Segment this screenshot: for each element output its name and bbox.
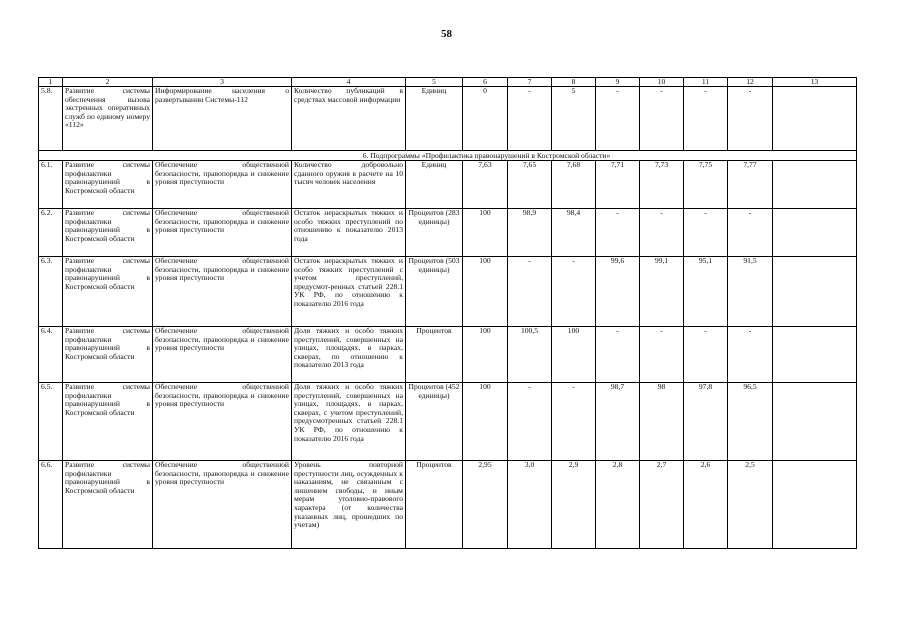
row-number: 6.2. [39,209,63,257]
indicator-cell: Уровень повторной преступности лиц, осужденных к наказаниям, не связанным с лишением свободы, и иным мерам уголовно-правового характера (от количества указанных лиц, прошедших по учетам) [292,461,406,549]
value-cell-6: 2,95 [463,461,508,549]
row-number: 5.8. [39,87,63,151]
value-cell-11: 2,6 [684,461,728,549]
task-cell: Информирование населения о развертывании Системы-112 [153,87,292,151]
task-cell: Обеспечение общественной безопасности, правопорядка и снижение уровня преступности [153,161,292,209]
value-cell-8: 2,9 [552,461,596,549]
value-cell-8: 100 [552,327,596,383]
value-cell-10: 99,1 [640,257,684,327]
indicator-cell: Количество добровольно сданного оружия в расчете на 10 тысяч человек населения [292,161,406,209]
header-cell: 12 [728,78,773,87]
unit-cell: Процентов [406,327,463,383]
table-row [39,383,857,461]
value-cell-11: - [684,209,728,257]
table-row [39,327,857,383]
value-cell-11: 95,1 [684,257,728,327]
task-cell: Обеспечение общественной безопасности, правопорядка и снижение уровня преступности [153,257,292,327]
value-cell-8: 98,4 [552,209,596,257]
program-name-cell: Развитие системы профилактики правонарушений в Костромской области [63,383,153,461]
table-row [39,257,857,327]
header-cell: 13 [773,78,857,87]
value-cell-9: - [596,209,640,257]
value-cell-7: - [508,383,552,461]
header-cell: 6 [463,78,508,87]
header-cell: 3 [153,78,292,87]
value-cell-13 [773,87,857,151]
table-row [39,209,857,257]
header-cell: 9 [596,78,640,87]
program-name-cell: Развитие системы профилактики правонарушений в Костромской области [63,257,153,327]
value-cell-9: 98,7 [596,383,640,461]
header-cell: 2 [63,78,153,87]
value-cell-12: 7,77 [728,161,773,209]
value-cell-7: 100,5 [508,327,552,383]
header-cell: 11 [684,78,728,87]
value-cell-7: - [508,257,552,327]
value-cell-8: 7,68 [552,161,596,209]
unit-cell: Процентов (452 единицы) [406,383,463,461]
header-cell: 7 [508,78,552,87]
indicator-cell: Доля тяжких и особо тяжких преступлений, совершенных на улицах, площадях, в парках, скверах, с учетом преступлений, предусмотренных статьей 228.1 УК РФ, по отношению к показателю 2016 года [292,383,406,461]
value-cell-11: - [684,327,728,383]
value-cell-9: 2,8 [596,461,640,549]
value-cell-8: - [552,383,596,461]
task-cell: Обеспечение общественной безопасности, правопорядка и снижение уровня преступности [153,461,292,549]
indicator-cell: Доля тяжких и особо тяжких преступлений, совершенных на улицах, площадях, в парках, скверах, по отношению к показателю 2013 года [292,327,406,383]
unit-cell: Процентов [406,461,463,549]
value-cell-12: - [728,87,773,151]
value-cell-11: 7,75 [684,161,728,209]
row-number: 6.3. [39,257,63,327]
value-cell-11: - [684,87,728,151]
value-cell-10: - [640,327,684,383]
value-cell-7: 98,9 [508,209,552,257]
section-row [39,151,857,161]
unit-cell: Единиц [406,161,463,209]
indicators-table [38,77,857,549]
value-cell-7: 3,0 [508,461,552,549]
value-cell-7: - [508,87,552,151]
page-number: 58 [441,28,452,40]
value-cell-12: 96,5 [728,383,773,461]
value-cell-8: 5 [552,87,596,151]
value-cell-6: 100 [463,327,508,383]
program-name-cell: Развитие системы профилактики правонарушений в Костромской области [63,327,153,383]
value-cell-6: 0 [463,87,508,151]
value-cell-11: 97,8 [684,383,728,461]
row-number: 6.5. [39,383,63,461]
value-cell-9: 7,71 [596,161,640,209]
value-cell-12: 2,5 [728,461,773,549]
row-number: 6.6. [39,461,63,549]
header-cell: 8 [552,78,596,87]
unit-cell: Процентов (283 единицы) [406,209,463,257]
value-cell-9: - [596,87,640,151]
header-row [39,78,857,87]
section-title: 6. Подпрограммы «Профилактика правонарушений в Костромской области» [39,151,857,161]
value-cell-6: 100 [463,209,508,257]
value-cell-9: - [596,327,640,383]
header-cell: 10 [640,78,684,87]
value-cell-12: - [728,327,773,383]
value-cell-7: 7,65 [508,161,552,209]
value-cell-13 [773,257,857,327]
unit-cell: Процентов (503 единицы) [406,257,463,327]
value-cell-13 [773,461,857,549]
header-cell: 4 [292,78,406,87]
row-number: 6.1. [39,161,63,209]
table-body [39,78,857,549]
value-cell-9: 99,6 [596,257,640,327]
row-number: 6.4. [39,327,63,383]
program-name-cell: Развитие системы профилактики правонарушений в Костромской области [63,161,153,209]
task-cell: Обеспечение общественной безопасности, правопорядка и снижение уровня преступности [153,383,292,461]
indicator-cell: Остаток нераскрытых тяжких и особо тяжких преступлений с учетом преступлений, предусмот-ренных статьей 228.1 УК РФ, по отношению к показателю 2016 года [292,257,406,327]
value-cell-10: 98 [640,383,684,461]
unit-cell: Единиц [406,87,463,151]
task-cell: Обеспечение общественной безопасности, правопорядка и снижение уровня преступности [153,209,292,257]
indicator-cell: Количество публикаций в средствах массовой информации [292,87,406,151]
table-row [39,87,857,151]
value-cell-12: 91,5 [728,257,773,327]
header-cell: 1 [39,78,63,87]
value-cell-10: - [640,87,684,151]
value-cell-13 [773,383,857,461]
table-row [39,161,857,209]
program-name-cell: Развитие системы обеспечения вызова экстренных оперативных служб по единому номеру «112» [63,87,153,151]
task-cell: Обеспечение общественной безопасности, правопорядка и снижение уровня преступности [153,327,292,383]
value-cell-10: - [640,209,684,257]
value-cell-10: 2,7 [640,461,684,549]
value-cell-13 [773,327,857,383]
value-cell-6: 7,63 [463,161,508,209]
indicator-cell: Остаток нераскрытых тяжких и особо тяжких преступлений по отношению к показателю 2013 года [292,209,406,257]
table-row [39,461,857,549]
value-cell-12: - [728,209,773,257]
value-cell-8: - [552,257,596,327]
value-cell-6: 100 [463,383,508,461]
value-cell-10: 7,73 [640,161,684,209]
program-name-cell: Развитие системы профилактики правонарушений в Костромской области [63,209,153,257]
program-name-cell: Развитие системы профилактики правонарушений в Костромской области [63,461,153,549]
value-cell-6: 100 [463,257,508,327]
value-cell-13 [773,209,857,257]
header-cell: 5 [406,78,463,87]
value-cell-13 [773,161,857,209]
